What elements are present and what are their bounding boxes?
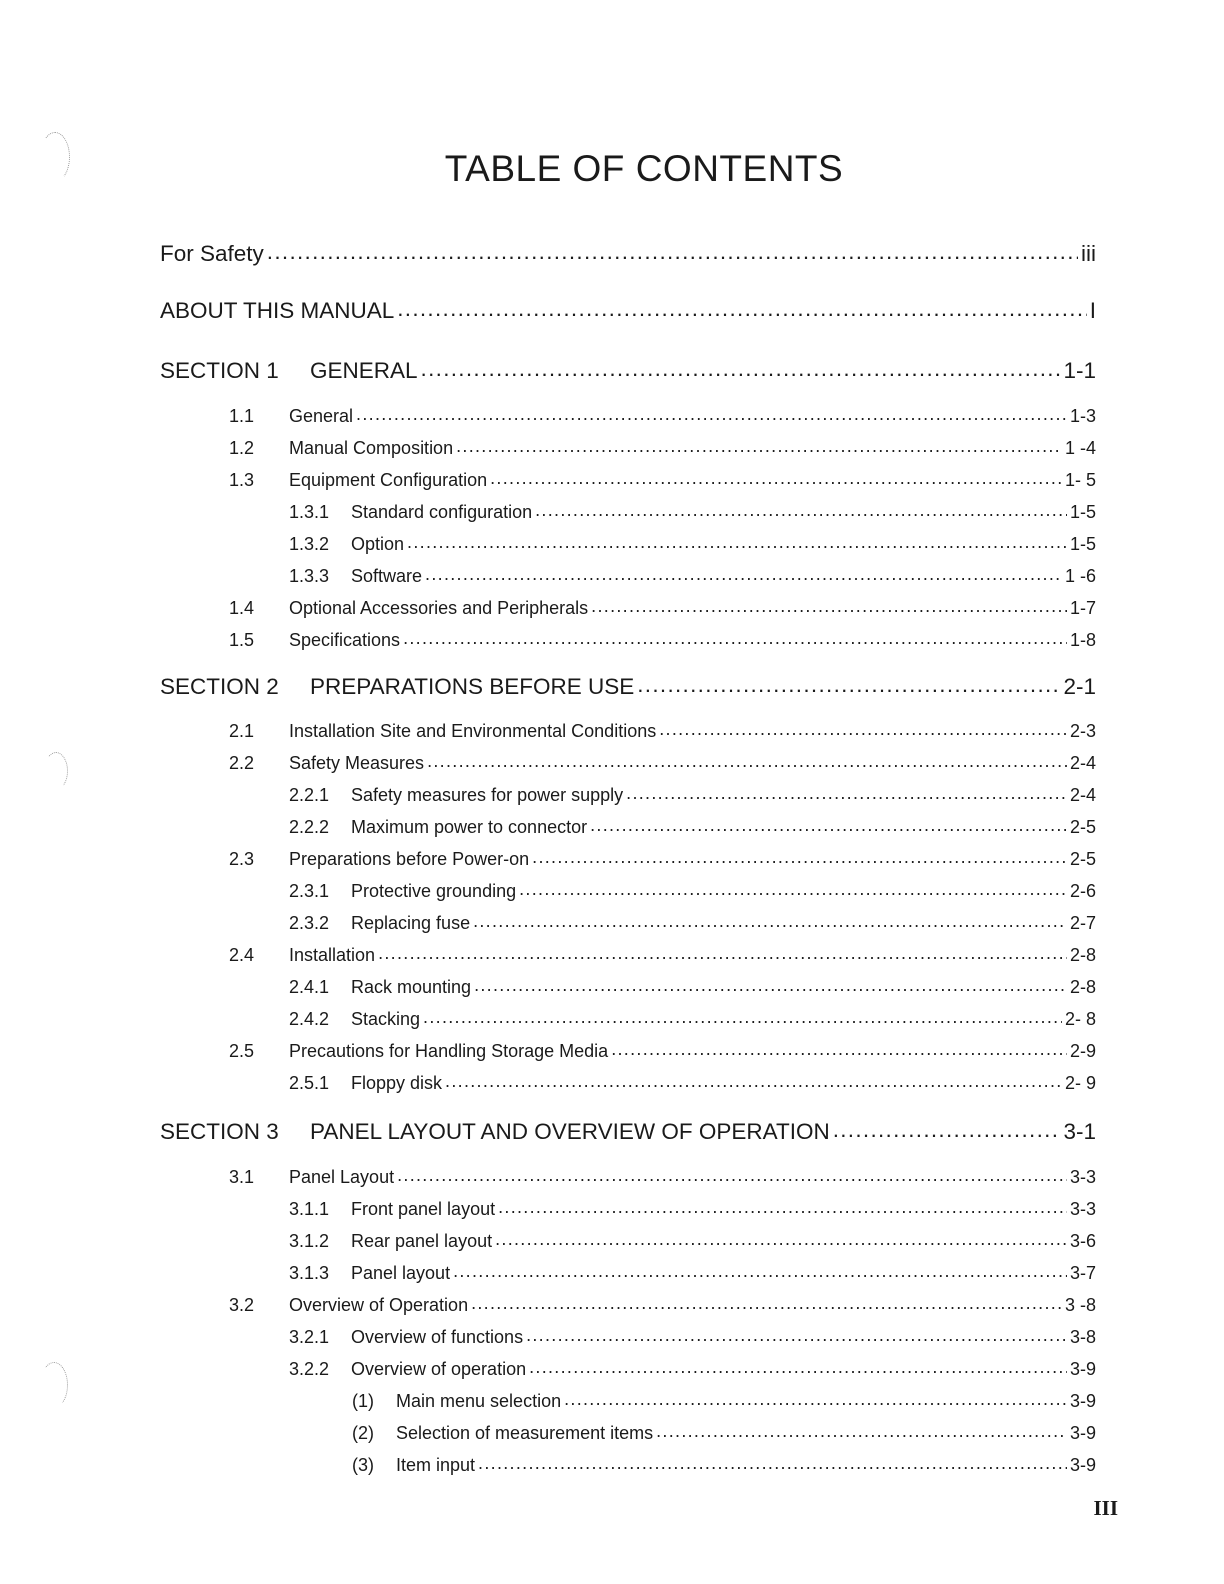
toc-entry-title: Manual Composition [289, 438, 454, 458]
toc-entry-page: 2- 9 [1064, 1073, 1096, 1093]
dot-leader [564, 1390, 1067, 1408]
toc-entry[interactable] [229, 946, 1096, 964]
toc-entry-title: Replacing fuse [351, 913, 471, 933]
toc-entry-page: 2-4 [1069, 753, 1096, 773]
toc-entry-number: 3.1 [229, 1167, 255, 1187]
toc-entry-page: 1-3 [1069, 406, 1096, 426]
toc-entry-title: Optional Accessories and Peripherals [289, 598, 589, 618]
page-number: III [1093, 1496, 1118, 1520]
toc-entry-title: Installation Site and Environmental Conditions [289, 721, 657, 741]
toc-entry[interactable] [229, 471, 1096, 489]
toc-entry-number: 3.1.3 [289, 1263, 330, 1283]
toc-entry-number: 2.3.1 [289, 881, 330, 901]
dot-leader [529, 1358, 1067, 1376]
toc-entry-number: 1.3.1 [289, 502, 330, 522]
scan-mark [44, 752, 68, 790]
toc-entry-number: 2.2 [229, 753, 255, 773]
toc-entry-title: Preparations before Power-on [289, 849, 530, 869]
toc-entry-number: 1.3.3 [289, 566, 330, 586]
dot-leader [519, 880, 1067, 898]
toc-entry-title: Overview of functions [351, 1327, 524, 1347]
toc-entry-page: 1-5 [1069, 502, 1096, 522]
toc-entry-page: 3 -8 [1064, 1295, 1096, 1315]
toc-entry-number: 3.2.2 [289, 1359, 330, 1379]
scan-mark [40, 132, 70, 182]
toc-entry-page: 3-6 [1069, 1231, 1096, 1251]
toc-entry-title: Panel layout [351, 1263, 451, 1283]
toc-entry-page: 3-3 [1069, 1199, 1096, 1219]
toc-entry-page: 1-8 [1069, 630, 1096, 650]
dot-leader [403, 629, 1067, 647]
toc-entry-page: 3-9 [1069, 1391, 1096, 1411]
dot-leader [490, 469, 1062, 487]
dot-leader [356, 405, 1067, 423]
toc-entry-page: 2-4 [1069, 785, 1096, 805]
dot-leader [427, 752, 1067, 770]
dot-leader [590, 816, 1067, 834]
dot-leader [637, 674, 1060, 697]
toc-entry[interactable] [289, 818, 1096, 836]
toc-entry-page: iii [1081, 241, 1096, 266]
toc-entry-number: 2.3 [229, 849, 255, 869]
dot-leader [473, 912, 1067, 930]
toc-entry-title: Overview of operation [351, 1359, 527, 1379]
toc-entry[interactable] [289, 1264, 1096, 1282]
toc-entry-number: 1.5 [229, 630, 255, 650]
toc-entry[interactable] [289, 1232, 1096, 1250]
dot-leader [656, 1422, 1067, 1440]
toc-entry[interactable] [289, 503, 1096, 521]
toc-entry[interactable] [229, 599, 1096, 617]
toc-entry-number: 2.4.2 [289, 1009, 330, 1029]
dot-leader [478, 1454, 1067, 1472]
toc-entry[interactable] [289, 567, 1096, 585]
toc-entry-number: 2.5.1 [289, 1073, 330, 1093]
toc-entry-page: 2-5 [1069, 849, 1096, 869]
toc-entry-number: 1.1 [229, 406, 255, 426]
toc-entry-number: SECTION 2 [160, 674, 279, 699]
dot-leader [445, 1072, 1062, 1090]
toc-entry[interactable] [229, 1296, 1096, 1314]
toc-entry-page: 1-5 [1069, 534, 1096, 554]
dot-leader [591, 597, 1067, 615]
toc-entry-title: Precautions for Handling Storage Media [289, 1041, 609, 1061]
toc-entry-page: 3-9 [1069, 1455, 1096, 1475]
toc-entry-title: Rear panel layout [351, 1231, 493, 1251]
toc-entry-page: 2-9 [1069, 1041, 1096, 1061]
toc-entry[interactable] [352, 1424, 1096, 1442]
dot-leader [425, 565, 1062, 583]
toc-section-entry[interactable] [160, 243, 1096, 266]
toc-entry-title: Panel Layout [289, 1167, 395, 1187]
toc-entry-title: Specifications [289, 630, 401, 650]
toc-entry-title: For Safety [160, 241, 264, 266]
toc-entry-page: 3-8 [1069, 1327, 1096, 1347]
toc-entry-number: 3.1.1 [289, 1199, 330, 1219]
toc-entry-number: 2.2.2 [289, 817, 330, 837]
toc-entry[interactable] [289, 1200, 1096, 1218]
toc-entry[interactable] [352, 1456, 1096, 1474]
toc-entry[interactable] [229, 407, 1096, 425]
toc-entry-page: 1-1 [1063, 358, 1096, 383]
toc-entry-title: ABOUT THIS MANUAL [160, 298, 395, 323]
toc-entry-title: General [289, 406, 354, 426]
toc-entry[interactable] [289, 914, 1096, 932]
toc-entry-page: 3-9 [1069, 1423, 1096, 1443]
toc-entry-page: 3-1 [1063, 1119, 1096, 1144]
toc-entry-page: 1-7 [1069, 598, 1096, 618]
toc-entry-title: Protective grounding [351, 881, 517, 901]
toc-section-entry[interactable] [160, 676, 1096, 699]
toc-section-entry[interactable] [160, 300, 1096, 323]
toc-entry-number: 3.1.2 [289, 1231, 330, 1251]
toc-entry-title: Installation [289, 945, 376, 965]
toc-entry-title: Item input [396, 1455, 476, 1475]
toc-entry-number: 2.4 [229, 945, 255, 965]
toc-entry-page: 2-6 [1069, 881, 1096, 901]
toc-entry-number: 1.3.2 [289, 534, 330, 554]
toc-entry-title: Maximum power to connector [351, 817, 588, 837]
toc-entry[interactable] [289, 1074, 1096, 1092]
toc-entry-number: 3.2 [229, 1295, 255, 1315]
toc-entry[interactable] [289, 535, 1096, 553]
dot-leader [495, 1230, 1067, 1248]
toc-entry[interactable] [229, 439, 1096, 457]
toc-entry-page: 2- 8 [1064, 1009, 1096, 1029]
toc-entry-number: 2.1 [229, 721, 255, 741]
toc-entry-page: 1 -4 [1064, 438, 1096, 458]
toc-entry[interactable] [289, 1010, 1096, 1028]
toc-entry-number: 2.4.1 [289, 977, 330, 997]
toc-entry-title: Standard configuration [351, 502, 533, 522]
toc-entry-page: I [1089, 298, 1096, 323]
toc-entry-title: PANEL LAYOUT AND OVERVIEW OF OPERATION [310, 1119, 830, 1144]
dot-leader [421, 358, 1061, 381]
dot-leader [407, 533, 1067, 551]
toc-entry-title: Safety measures for power supply [351, 785, 624, 805]
dot-leader [659, 720, 1067, 738]
toc-entry-page: 3-3 [1069, 1167, 1096, 1187]
toc-entry[interactable] [229, 722, 1096, 740]
toc-entry-page: 2-3 [1069, 721, 1096, 741]
scan-mark [40, 1362, 68, 1408]
toc-entry-title: Floppy disk [351, 1073, 443, 1093]
dot-leader [532, 848, 1067, 866]
toc-entry-title: Front panel layout [351, 1199, 496, 1219]
toc-section-entry[interactable] [160, 360, 1096, 383]
toc-entry[interactable] [229, 631, 1096, 649]
toc-entry[interactable] [289, 1360, 1096, 1378]
toc-entry-number: 1.2 [229, 438, 255, 458]
toc-entry-title: Option [351, 534, 405, 554]
toc-entry[interactable] [289, 978, 1096, 996]
toc-entry-number: 2.5 [229, 1041, 255, 1061]
toc-entry-number: (2) [352, 1423, 374, 1443]
toc-entry-page: 2-8 [1069, 977, 1096, 997]
toc-entry-page: 2-5 [1069, 817, 1096, 837]
toc-entry[interactable] [289, 786, 1096, 804]
toc-entry-number: 2.2.1 [289, 785, 330, 805]
toc-section-entry[interactable] [160, 1121, 1096, 1144]
dot-leader [453, 1262, 1067, 1280]
toc-entry-title: Software [351, 566, 423, 586]
dot-leader [611, 1040, 1067, 1058]
toc-entry-title: Safety Measures [289, 753, 425, 773]
dot-leader [471, 1294, 1062, 1312]
toc-entry-page: 2-7 [1069, 913, 1096, 933]
toc-entry-number: SECTION 1 [160, 358, 279, 383]
toc-entry-title: Rack mounting [351, 977, 472, 997]
dot-leader [474, 976, 1067, 994]
toc-entry-title: Overview of Operation [289, 1295, 469, 1315]
dot-leader [526, 1326, 1067, 1344]
toc-entry[interactable] [352, 1392, 1096, 1410]
toc-entry-title: Stacking [351, 1009, 421, 1029]
toc-entry[interactable] [289, 1328, 1096, 1346]
toc-entry[interactable] [229, 1168, 1096, 1186]
toc-entry-page: 3-9 [1069, 1359, 1096, 1379]
toc-entry-title: Main menu selection [396, 1391, 562, 1411]
toc-entry-page: 1 -6 [1064, 566, 1096, 586]
toc-entry-number: 2.3.2 [289, 913, 330, 933]
toc-entry-page: 3-7 [1069, 1263, 1096, 1283]
toc-entry-title: Selection of measurement items [396, 1423, 654, 1443]
toc-entry-title: PREPARATIONS BEFORE USE [310, 674, 635, 699]
toc-entry-page: 2-1 [1063, 674, 1096, 699]
dot-leader [833, 1119, 1061, 1142]
toc-entry-page: 2-8 [1069, 945, 1096, 965]
toc-entry-number: 3.2.1 [289, 1327, 330, 1347]
toc-entry-page: 1- 5 [1064, 470, 1096, 490]
toc-entry-number: (3) [352, 1455, 374, 1475]
dot-leader [267, 241, 1078, 264]
dot-leader [498, 1198, 1067, 1216]
toc-entry-title: Equipment Configuration [289, 470, 488, 490]
dot-leader [535, 501, 1067, 519]
dot-leader [423, 1008, 1062, 1026]
toc-entry[interactable] [229, 850, 1096, 868]
dot-leader [397, 1166, 1067, 1184]
dot-leader [626, 784, 1067, 802]
toc-entry-number: 1.4 [229, 598, 255, 618]
toc-entry-number: 1.3 [229, 470, 255, 490]
dot-leader [378, 944, 1067, 962]
toc-entry-number: (1) [352, 1391, 374, 1411]
dot-leader [397, 298, 1087, 321]
toc-entry[interactable] [229, 1042, 1096, 1060]
toc-entry-number: SECTION 3 [160, 1119, 279, 1144]
toc-entry[interactable] [229, 754, 1096, 772]
toc-entry-title: GENERAL [310, 358, 418, 383]
page-title: TABLE OF CONTENTS [444, 148, 844, 189]
dot-leader [456, 437, 1062, 455]
toc-entry[interactable] [289, 882, 1096, 900]
